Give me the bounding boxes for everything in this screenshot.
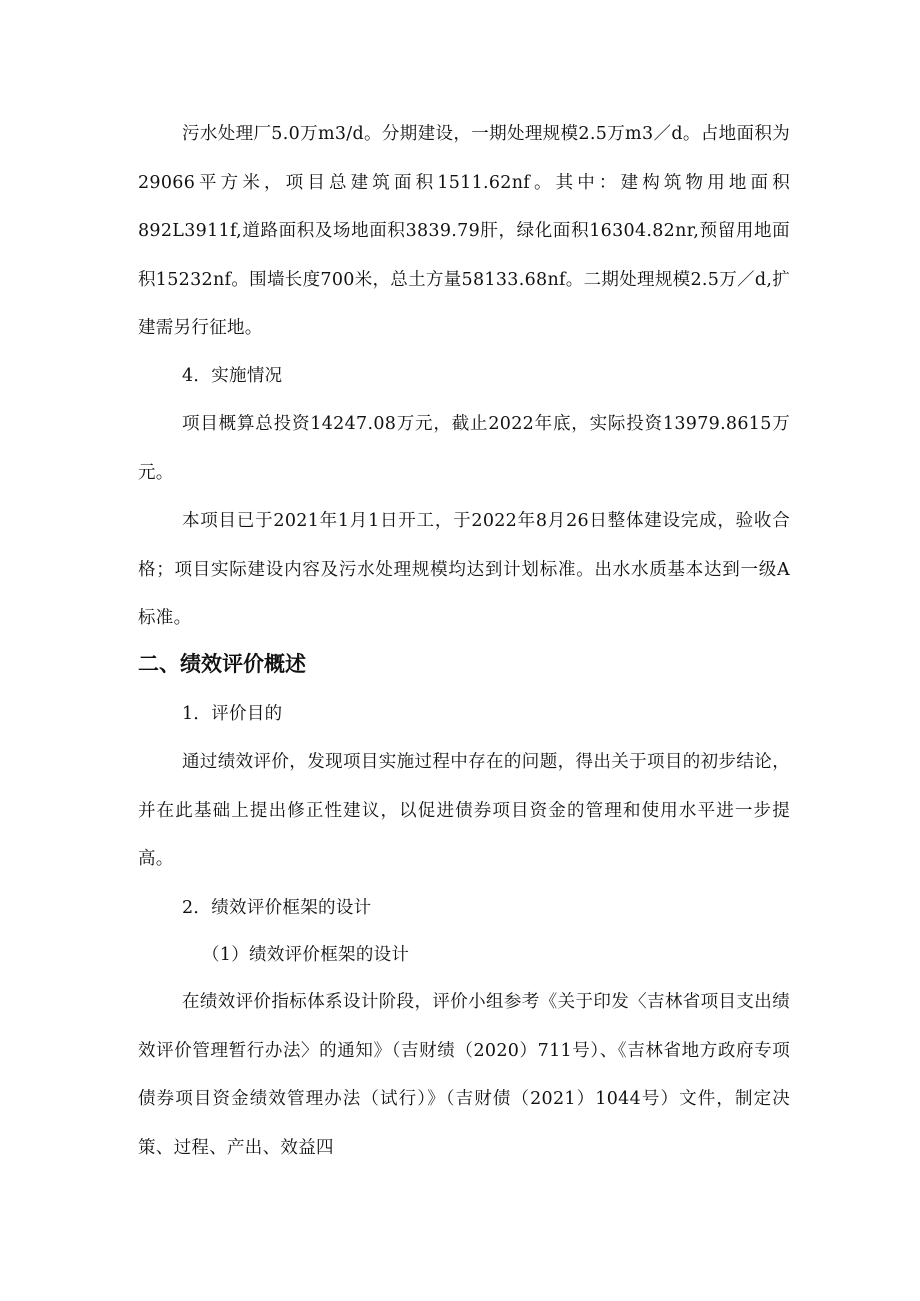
paragraph-construction-status: 本项目已于2021年1月1日开工，于2022年8月26日整体建设完成，验收合格；项目实际建设内容及污水处理规模均达到计划标准。出水水质基本达到一级A标准。	[138, 511, 790, 628]
paragraph-indicator-system: 在绩效评价指标体系设计阶段，评价小组参考《关于印发〈吉林省项目支出绩效评价管理暂行办法〉的通知》（吉财绩（2020）711号）、《吉林省地方政府专项债券项目资金绩效管理办法（试行）》（吉财债（2021）1044号）文件，制定决策、过程、产出、效益四	[138, 992, 790, 1158]
paragraph-investment: 项目概算总投资14247.08万元，截止2022年底，实际投资13979.8615万元。	[138, 414, 790, 483]
paragraph-project-scale: 污水处理厂5.0万m3/d。分期建设，一期处理规模2.5万m3／d。占地面积为29066平方米，项目总建筑面积1511.62nf。其中：建构筑物用地面积892L3911f,道路面积及场地面积3839.79肝，绿化面积16304.82nr,预留用地面积15232nf。围墙长度700米，总土方量58133.68nf。二期处理规模2.5万／d,扩建需另行征地。	[138, 124, 790, 338]
subheading-framework-design: 2．绩效评价框架的设计	[182, 898, 372, 918]
subheading-implementation: 4．实施情况	[182, 366, 283, 386]
section-heading-evaluation-overview: 二、绩效评价概述	[138, 652, 306, 676]
subheading-framework-design-1: （1）绩效评价框架的设计	[202, 945, 410, 965]
subheading-evaluation-purpose: 1．评价目的	[182, 704, 283, 724]
paragraph-evaluation-purpose: 通过绩效评价，发现项目实施过程中存在的问题，得出关于项目的初步结论，并在此基础上提出修正性建议，以促进债券项目资金的管理和使用水平进一步提高。	[138, 752, 790, 869]
